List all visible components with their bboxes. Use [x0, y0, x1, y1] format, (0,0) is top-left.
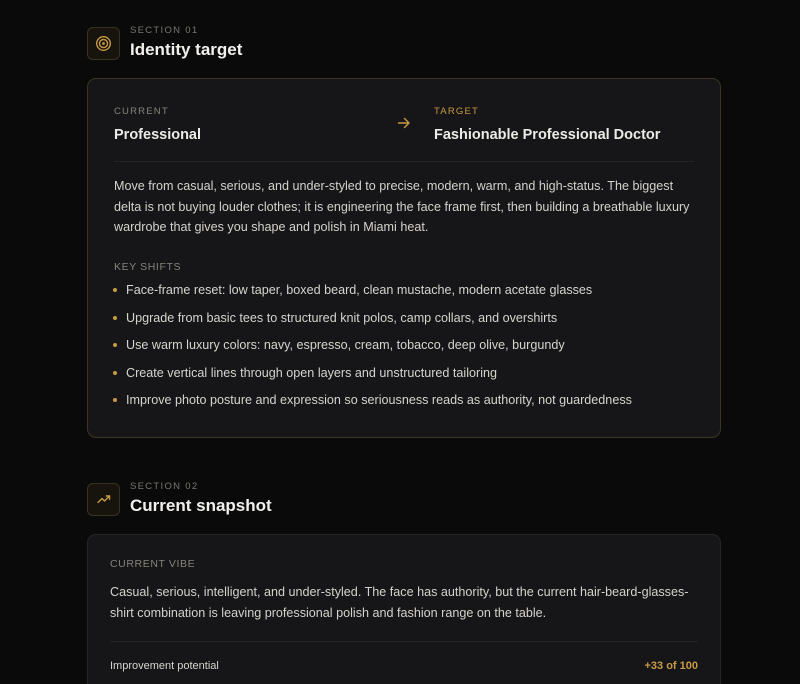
list-item	[113, 392, 632, 420]
list-item	[113, 337, 632, 365]
bullet-dot-icon	[113, 316, 117, 320]
key-shifts-label: KEY SHIFTS	[114, 261, 182, 273]
shift-text: Create vertical lines through open layers and unstructured tailoring	[126, 365, 498, 380]
target-icon	[87, 27, 120, 60]
shift-text: Improve photo posture and expression so seriousness reads as authority, not guardedness	[126, 393, 632, 407]
current-label: CURRENT	[114, 106, 169, 117]
list-item	[113, 310, 632, 338]
section-02-title: Current snapshot	[130, 496, 272, 515]
divider	[110, 641, 698, 642]
shift-text: Use warm luxury colors: navy, espresso, cream, tobacco, deep olive, burgundy	[126, 338, 565, 352]
section-01-title: Identity target	[130, 40, 243, 59]
bullet-dot-icon	[113, 398, 117, 402]
list-item	[113, 365, 632, 393]
current-vibe-text: Casual, serious, intelligent, and under-styled. The face has authority, but the current hair-beard-glasses-shirt combination is leaving professional polish and fashion range on the table.	[110, 585, 689, 620]
current-value: Professional	[114, 127, 202, 143]
current-column	[114, 106, 201, 144]
section-01-header	[87, 25, 242, 61]
target-column	[434, 106, 660, 144]
improvement-value: +33 of 100	[644, 660, 698, 672]
arrow-right-icon	[397, 116, 411, 130]
identity-target-card	[87, 78, 721, 438]
shift-text: Upgrade from basic tees to structured knit polos, camp collars, and overshirts	[126, 310, 558, 325]
improvement-label: Improvement potential	[110, 660, 219, 672]
target-label: TARGET	[434, 106, 480, 117]
current-snapshot-card	[87, 534, 721, 684]
bullet-dot-icon	[113, 371, 117, 375]
key-shifts-list	[113, 282, 632, 420]
trending-up-icon	[87, 483, 120, 516]
bullet-dot-icon	[113, 343, 117, 347]
target-value: Fashionable Professional Doctor	[434, 127, 661, 143]
section-02-label: SECTION 02	[130, 481, 199, 492]
bullet-dot-icon	[113, 288, 117, 292]
section-01-label: SECTION 01	[130, 25, 199, 36]
identity-description: Move from casual, serious, and under-styled to precise, modern, warm, and high-status. The biggest delta is not buying louder clothes; it is engineering the face frame first, then building a breathable luxury wardrobe that gives you shape and polish in Miami heat.	[114, 179, 690, 234]
shift-text: Face-frame reset: low taper, boxed beard, clean mustache, modern acetate glasses	[126, 283, 593, 297]
divider	[114, 161, 694, 162]
section-02-header	[87, 481, 272, 517]
current-vibe-label: CURRENT VIBE	[110, 558, 196, 570]
list-item	[113, 282, 632, 310]
